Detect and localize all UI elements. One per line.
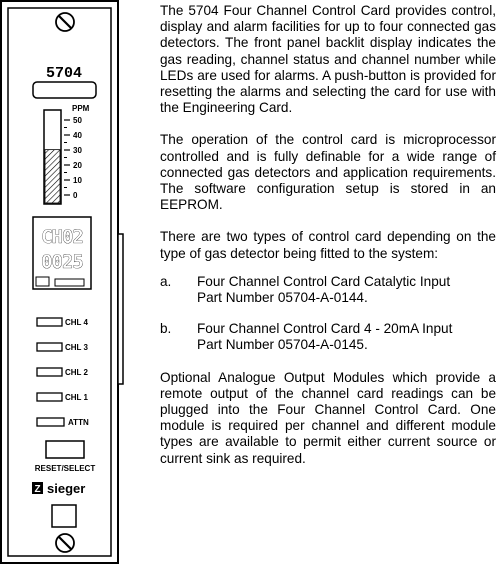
display-channel-readout: CH02: [41, 226, 83, 248]
attn-label: ATTN: [68, 418, 89, 427]
operation-paragraph: The operation of the control card is microprocessor controlled and is fully definable for a wide range of connected gas detectors and application requirements. The software configuration setup is stored in an EEPROM.: [160, 132, 496, 213]
attn-led: [37, 418, 64, 426]
list-item: [160, 274, 496, 306]
model-label: 5704: [45, 65, 83, 82]
control-card-front-panel: [0, 0, 140, 570]
scale-label: 40: [73, 131, 82, 140]
channel-led: [37, 318, 62, 326]
scale-label: 30: [73, 146, 82, 155]
display-gas-readout: 0025: [41, 251, 83, 273]
panel-drawing: [0, 0, 140, 570]
channel-led: [37, 368, 62, 376]
unit-label: PPM: [72, 104, 90, 113]
connector-socket: [52, 505, 76, 527]
list-item-part-number: Part Number 05704-A-0145.: [197, 337, 368, 353]
channel-led: [37, 343, 62, 351]
types-paragraph: There are two types of control card depending on the type of gas detector being fitted to the system:: [160, 229, 496, 261]
status-segment: [55, 279, 84, 286]
scale-label: 10: [73, 176, 82, 185]
brand-mark: Z: [34, 484, 41, 495]
bargraph-fill: [45, 150, 60, 203]
channel-led: [37, 393, 62, 401]
backlit-window: [33, 82, 96, 98]
intro-paragraph: The 5704 Four Channel Control Card provides control, display and alarm facilities for up to four connected gas detectors. The front panel backlit display indicates the gas reading, channel status and channel number while LEDs are used for alarms. A push-button is provided for resetting the alarms and selecting the card for use with the Engineering Card.: [160, 3, 496, 116]
scale-label: 20: [73, 161, 82, 170]
list-item-letter: a.: [160, 273, 172, 289]
analogue-modules-paragraph: Optional Analogue Output Modules which provide a remote output of the channel card readings can be plugged into the Four Channel Control Card. One module is required per channel and different module types are available to permit either current source or current sink as required.: [160, 369, 496, 466]
scale-label: 0: [73, 191, 78, 200]
channel-label: CHL 2: [65, 368, 88, 377]
description-text: [160, 3, 496, 483]
brand-name: sieger: [47, 481, 86, 496]
bargraph-scale: [64, 116, 82, 200]
status-segment: [36, 277, 49, 286]
channel-label: CHL 1: [65, 393, 88, 402]
channel-leds: [37, 318, 89, 402]
list-item-title: Four Channel Control Card 4 - 20mA Input: [197, 321, 453, 337]
list-item-letter: b.: [160, 321, 172, 337]
list-item: [160, 321, 496, 353]
channel-label: CHL 3: [65, 343, 88, 352]
list-item-part-number: Part Number 05704-A-0144.: [197, 290, 368, 306]
reset-select-button[interactable]: [46, 441, 84, 458]
scale-label: 50: [73, 116, 82, 125]
bottom-screw-icon: [56, 534, 74, 552]
reset-select-label: RESET/SELECT: [34, 464, 96, 473]
list-item-title: Four Channel Control Card Catalytic Input: [197, 273, 451, 289]
channel-label: CHL 4: [65, 318, 88, 327]
top-screw-icon: [56, 13, 74, 31]
